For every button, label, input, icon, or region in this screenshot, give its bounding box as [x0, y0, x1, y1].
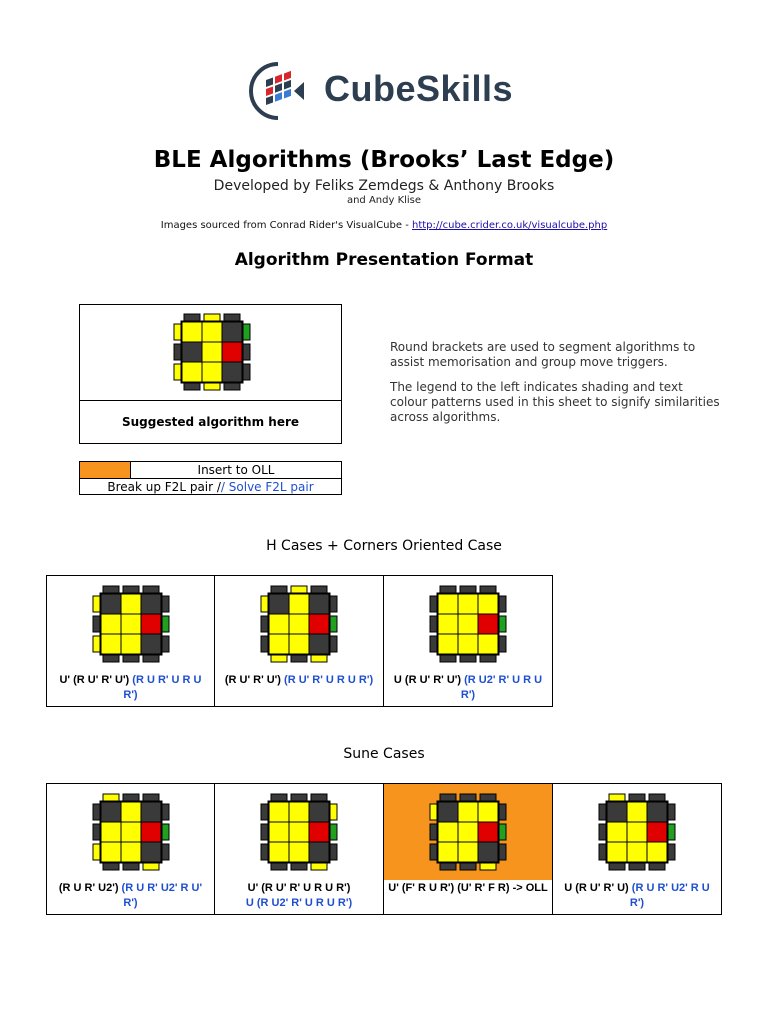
case-algorithm: [384, 880, 552, 899]
alg-blue: (R U' R' U R U R'): [284, 674, 374, 686]
side-sticker-top: [184, 314, 200, 321]
side-sticker-left: [261, 844, 268, 860]
side-sticker-bottom: [224, 383, 240, 390]
alg-blue: (R U R' U R U R'): [123, 674, 202, 701]
face-sticker: [269, 802, 289, 822]
face-sticker: [101, 802, 121, 822]
face-sticker: [121, 802, 141, 822]
note-brackets: Round brackets are used to segment algorithms to assist memorisation and group move triggers.: [390, 340, 696, 369]
case-algorithm: [215, 672, 383, 691]
example-case-box: [79, 304, 342, 444]
face-sticker: [289, 802, 309, 822]
face-sticker: [309, 842, 329, 862]
face-sticker: [289, 634, 309, 654]
case-cube-image: [47, 576, 214, 672]
alg-blue: (R U2' R' U R U R'): [460, 674, 543, 701]
side-sticker-top: [311, 794, 327, 801]
case-cube-image: [384, 784, 552, 880]
side-sticker-left: [93, 616, 100, 632]
case-algorithm: [47, 880, 214, 914]
side-sticker-right: [243, 344, 250, 360]
side-sticker-top: [440, 586, 456, 593]
format-section-title: Algorithm Presentation Format: [234, 250, 534, 270]
side-sticker-right: [162, 824, 169, 840]
side-sticker-top: [291, 794, 307, 801]
face-sticker: [121, 594, 141, 614]
side-sticker-top: [271, 586, 287, 593]
side-sticker-right: [668, 824, 675, 840]
face-sticker: [647, 842, 667, 862]
side-sticker-top: [460, 586, 476, 593]
case-algorithm: [384, 672, 552, 706]
legend-oll-label: Insert to OLL: [197, 463, 275, 477]
image-credits: [0, 220, 768, 231]
side-sticker-bottom: [184, 383, 200, 390]
face-sticker: [647, 802, 667, 822]
case-algorithm: [47, 672, 214, 706]
face-sticker: [458, 634, 478, 654]
cube-top-view: [92, 585, 170, 663]
face-sticker: [269, 634, 289, 654]
legend-break-label: Break up F2L pair /: [107, 480, 221, 494]
side-sticker-top: [460, 794, 476, 801]
side-sticker-left: [93, 596, 100, 612]
side-sticker-right: [162, 596, 169, 612]
face-sticker: [269, 822, 289, 842]
alg-blue: (R U R' U2' R U' R'): [121, 882, 203, 909]
brand-name: CubeSkills: [324, 68, 514, 109]
side-sticker-bottom: [123, 655, 139, 662]
side-sticker-bottom: [440, 863, 456, 870]
cube-top-view: [173, 313, 251, 391]
side-sticker-top: [609, 794, 625, 801]
face-sticker: [141, 802, 161, 822]
side-sticker-right: [668, 844, 675, 860]
face-sticker: [458, 594, 478, 614]
side-sticker-bottom: [291, 863, 307, 870]
side-sticker-top: [311, 586, 327, 593]
side-sticker-left: [261, 616, 268, 632]
alg-black: U (R U' R' U'): [393, 674, 462, 686]
face-sticker: [202, 342, 222, 362]
note-legend: The legend to the left indicates shading and text colour patterns used in this sheet to signify similarities across algorithms.: [390, 380, 720, 424]
face-sticker: [121, 842, 141, 862]
side-sticker-top: [143, 586, 159, 593]
side-sticker-right: [162, 616, 169, 632]
face-sticker: [607, 802, 627, 822]
side-sticker-right: [499, 636, 506, 652]
credits-text: Images sourced from Conrad Rider's VisualCube -: [160, 220, 412, 231]
face-sticker: [269, 842, 289, 862]
face-sticker: [141, 822, 161, 842]
sune-cases-table: [46, 783, 722, 915]
face-sticker: [647, 822, 667, 842]
case-cube-image: [384, 576, 552, 672]
face-sticker: [309, 634, 329, 654]
face-sticker: [121, 634, 141, 654]
side-sticker-left: [430, 636, 437, 652]
face-sticker: [309, 822, 329, 842]
face-sticker: [289, 614, 309, 634]
side-sticker-top: [204, 314, 220, 321]
face-sticker: [222, 342, 242, 362]
side-sticker-left: [430, 824, 437, 840]
cube-top-view: [260, 793, 338, 871]
alg-blue: U (R U2' R' U R U R'): [245, 897, 353, 909]
legend-row-colors: [80, 479, 341, 495]
cube-top-view: [429, 585, 507, 663]
legend: [79, 461, 342, 495]
side-sticker-right: [330, 596, 337, 612]
side-sticker-bottom: [311, 655, 327, 662]
side-sticker-right: [162, 844, 169, 860]
face-sticker: [141, 634, 161, 654]
legend-row-oll: [80, 462, 341, 479]
face-sticker: [141, 614, 161, 634]
h-cases-table: [46, 575, 553, 707]
side-sticker-left: [93, 636, 100, 652]
side-sticker-left: [93, 824, 100, 840]
cube-logo-icon: [248, 60, 320, 122]
face-sticker: [269, 594, 289, 614]
side-sticker-top: [224, 314, 240, 321]
subtitle: Developed by Feliks Zemdegs & Anthony Brooks: [213, 178, 555, 194]
side-sticker-right: [162, 636, 169, 652]
side-sticker-right: [499, 844, 506, 860]
side-sticker-bottom: [291, 655, 307, 662]
side-sticker-bottom: [440, 655, 456, 662]
side-sticker-left: [430, 844, 437, 860]
alg-black: U' (R U' R' U'): [59, 674, 130, 686]
side-sticker-bottom: [143, 863, 159, 870]
face-sticker: [121, 822, 141, 842]
side-sticker-top: [480, 794, 496, 801]
orange-swatch: [80, 462, 131, 478]
alg-black: U (R U' R' U): [564, 882, 629, 894]
side-sticker-left: [430, 804, 437, 820]
alg-black: U' (F' R U R') (U' R' F R) -> OLL: [388, 882, 548, 894]
side-sticker-left: [430, 596, 437, 612]
face-sticker: [438, 842, 458, 862]
face-sticker: [101, 594, 121, 614]
face-sticker: [289, 842, 309, 862]
face-sticker: [182, 322, 202, 342]
side-sticker-left: [174, 324, 181, 340]
side-sticker-bottom: [271, 863, 287, 870]
side-sticker-top: [629, 794, 645, 801]
side-sticker-bottom: [143, 655, 159, 662]
side-sticker-left: [599, 824, 606, 840]
format-notes: [390, 340, 720, 435]
face-sticker: [478, 802, 498, 822]
h-cases-title: H Cases + Corners Oriented Case: [266, 538, 502, 554]
side-sticker-left: [261, 636, 268, 652]
face-sticker: [458, 614, 478, 634]
side-sticker-top: [123, 794, 139, 801]
case-cube-image: [215, 576, 383, 672]
face-sticker: [438, 822, 458, 842]
side-sticker-left: [261, 804, 268, 820]
side-sticker-left: [261, 596, 268, 612]
side-sticker-bottom: [480, 655, 496, 662]
cube-top-view: [260, 585, 338, 663]
cube-top-view: [429, 793, 507, 871]
side-sticker-right: [499, 824, 506, 840]
face-sticker: [141, 842, 161, 862]
cube-top-view: [92, 793, 170, 871]
side-sticker-top: [440, 794, 456, 801]
side-sticker-top: [103, 586, 119, 593]
legend-solve-label: / Solve F2L pair: [220, 480, 314, 494]
side-sticker-left: [93, 804, 100, 820]
side-sticker-top: [271, 794, 287, 801]
side-sticker-left: [261, 824, 268, 840]
subtitle-secondary: and Andy Klise: [346, 195, 422, 206]
face-sticker: [478, 634, 498, 654]
side-sticker-bottom: [204, 383, 220, 390]
cubeskills-logo: [248, 60, 528, 122]
face-sticker: [202, 322, 222, 342]
side-sticker-left: [93, 844, 100, 860]
side-sticker-top: [103, 794, 119, 801]
face-sticker: [101, 842, 121, 862]
side-sticker-bottom: [103, 655, 119, 662]
side-sticker-right: [330, 824, 337, 840]
side-sticker-top: [649, 794, 665, 801]
face-sticker: [101, 634, 121, 654]
face-sticker: [182, 362, 202, 382]
face-sticker: [607, 822, 627, 842]
side-sticker-top: [480, 586, 496, 593]
example-cube-image: [173, 313, 251, 391]
page-title: BLE Algorithms (Brooks’ Last Edge): [153, 147, 615, 173]
side-sticker-top: [123, 586, 139, 593]
face-sticker: [607, 842, 627, 862]
alg-black: U' (R U' R' U R U R'): [247, 882, 351, 894]
side-sticker-bottom: [460, 863, 476, 870]
side-sticker-left: [174, 344, 181, 360]
face-sticker: [289, 594, 309, 614]
side-sticker-bottom: [480, 863, 496, 870]
visualcube-link[interactable]: http://cube.crider.co.uk/visualcube.php: [411, 220, 608, 231]
side-sticker-top: [143, 794, 159, 801]
side-sticker-top: [291, 586, 307, 593]
face-sticker: [141, 594, 161, 614]
side-sticker-right: [243, 364, 250, 380]
side-sticker-bottom: [311, 863, 327, 870]
face-sticker: [458, 802, 478, 822]
sune-cases-title: Sune Cases: [343, 746, 425, 762]
face-sticker: [289, 822, 309, 842]
face-sticker: [101, 822, 121, 842]
face-sticker: [182, 342, 202, 362]
face-sticker: [269, 614, 289, 634]
side-sticker-left: [174, 364, 181, 380]
face-sticker: [627, 842, 647, 862]
side-sticker-right: [330, 804, 337, 820]
side-sticker-bottom: [649, 863, 665, 870]
side-sticker-bottom: [123, 863, 139, 870]
cube-top-view: [598, 793, 676, 871]
face-sticker: [202, 362, 222, 382]
face-sticker: [121, 614, 141, 634]
face-sticker: [309, 614, 329, 634]
side-sticker-left: [599, 804, 606, 820]
face-sticker: [478, 594, 498, 614]
alg-blue: (R U R' U2' R U R'): [629, 882, 710, 909]
face-sticker: [438, 594, 458, 614]
face-sticker: [438, 802, 458, 822]
case-cube-image: [553, 784, 721, 880]
face-sticker: [458, 842, 478, 862]
side-sticker-bottom: [103, 863, 119, 870]
side-sticker-bottom: [629, 863, 645, 870]
side-sticker-right: [499, 596, 506, 612]
side-sticker-left: [599, 844, 606, 860]
face-sticker: [101, 614, 121, 634]
face-sticker: [478, 842, 498, 862]
side-sticker-left: [430, 616, 437, 632]
example-algorithm-label: Suggested algorithm here: [121, 415, 300, 429]
face-sticker: [627, 822, 647, 842]
face-sticker: [478, 614, 498, 634]
side-sticker-right: [330, 616, 337, 632]
face-sticker: [222, 362, 242, 382]
case-cube-image: [215, 784, 383, 880]
side-sticker-right: [330, 636, 337, 652]
face-sticker: [627, 802, 647, 822]
face-sticker: [222, 322, 242, 342]
side-sticker-right: [499, 804, 506, 820]
side-sticker-bottom: [271, 655, 287, 662]
side-sticker-right: [243, 324, 250, 340]
side-sticker-bottom: [609, 863, 625, 870]
face-sticker: [438, 634, 458, 654]
face-sticker: [309, 594, 329, 614]
side-sticker-right: [668, 804, 675, 820]
case-cube-image: [47, 784, 214, 880]
face-sticker: [309, 802, 329, 822]
divider: [80, 400, 341, 401]
side-sticker-right: [499, 616, 506, 632]
side-sticker-bottom: [460, 655, 476, 662]
side-sticker-right: [330, 844, 337, 860]
face-sticker: [478, 822, 498, 842]
alg-black: (R U R' U2'): [58, 882, 119, 894]
case-algorithm: [215, 880, 383, 914]
alg-black: (R U' R' U'): [224, 674, 281, 686]
face-sticker: [438, 614, 458, 634]
face-sticker: [458, 822, 478, 842]
side-sticker-right: [162, 804, 169, 820]
case-algorithm: [553, 880, 721, 914]
